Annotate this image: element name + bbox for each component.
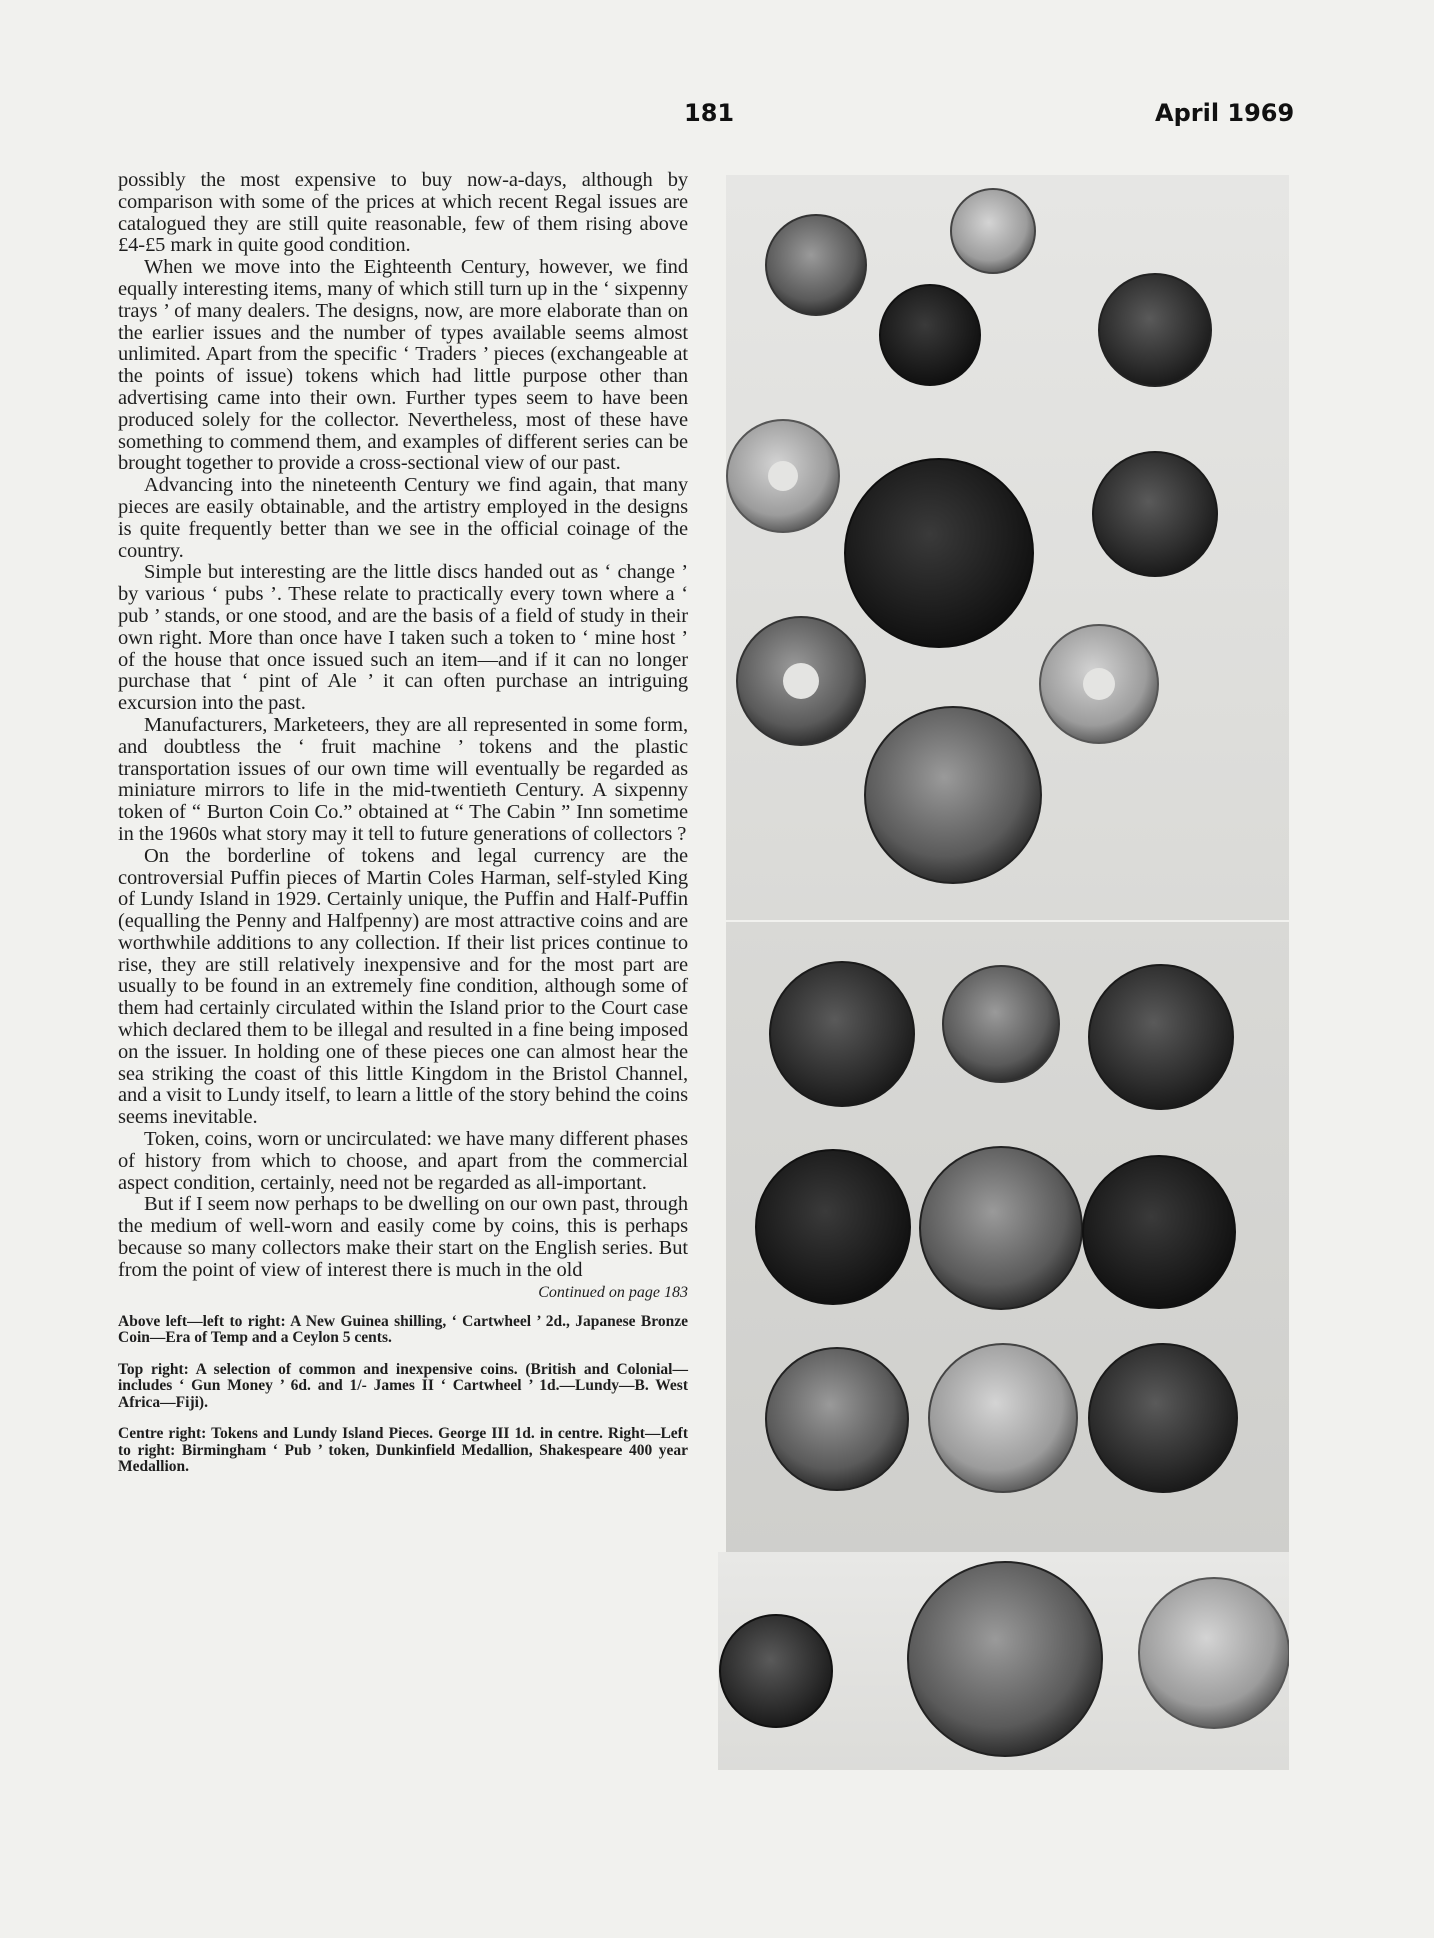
token [770,962,914,1106]
coin-photo-middle [726,922,1289,1552]
article-paragraph: Token, coins, worn or uncirculated: we have many different phases of history from which to choose, and apart from the commercial aspect condition, certainly, need not be regarded as all-important. [118,1128,688,1194]
coin [865,707,1041,883]
coin [1099,274,1211,386]
article-paragraph: But if I seem now perhaps to be dwelling on our own past, through the medium of well-worn and easily come by coins, this is perhaps because so many collectors make their start on the English series. But from the point of view of interest there is much in the old [118,1193,688,1281]
token [943,966,1059,1082]
caption-above-left: Above left—left to right: A New Guinea shilling, ‘ Cartwheel ’ 2d., Japanese Bronze Coin—Era of Temp and a Ceylon 5 cents. [118,1312,688,1347]
token [756,1150,910,1304]
coin-photo-top [726,175,1289,920]
token [1089,1344,1237,1492]
caption-centre-right: Centre right: Tokens and Lundy Island Pieces. George III 1d. in centre. Right—Left to right: Birmingham ‘ Pub ’ token, Dunkinfield Medallion, Shakespeare 400 year Medallion. [118,1425,688,1476]
article-column [118,170,688,1491]
coin [880,285,980,385]
article-paragraph: Manufacturers, Marketeers, they are all represented in some form, and doubtless the ‘ fruit machine ’ tokens and the plastic transportation issues of our own time will eventually be regarded as miniature mirrors to life in the mid-twentieth Century. A sixpenny token of “ Burton Coin Co.” obtained at “ The Cabin ” Inn sometime in the 1960s what story may it tell to future generations of collectors ? [118,713,688,845]
coin [766,215,866,315]
article-paragraph: On the borderline of tokens and legal currency are the controversial Puffin pieces of Martin Coles Harman, self-styled King of Lundy Island in 1929. Certainly unique, the Puffin and Half-Puffin (equalling the Penny and Halfpenny) are most attractive coins and are worthwhile additions to any collection. If their list prices continue to rise, they are still relatively inexpensive and for the most part are usually to be found in an extremely fine condition, although some of them had certainly circulated within the Island prior to the Court case which declared them to be illegal and resulted in a fine being imposed on the issuer. In holding one of these pieces one can almost hear the sea striking the coast of this little Kingdom in the Bristol Channel, and a visit to Lundy itself, to learn a little of the story behind the coins seems inevitable. [118,844,688,1129]
article-paragraph: When we move into the Eighteenth Century, however, we find equally interesting items, many of which still turn up in the ‘ sixpenny trays ’ of many dealers. The designs, now, are more elaborate than on the earlier issues and the number of types available seems almost unlimited. Apart from the specific ‘ Traders ’ pieces (exchangeable at the points of issue) tokens which had little purpose other than advertising came into their own. Further types seem to have been produced solely for the collector. Nevertheless, most of these have something to commend them, and examples of different series can be brought together to provide a cross-sectional view of our past. [118,256,688,475]
coin-collection-image [726,175,1289,920]
continued-note: Continued on page 183 [538,1283,688,1301]
caption-top-right: Top right: A selection of common and inexpensive coins. (British and Colonial—includes ‘ Gun Money ’ 6d. and 1/- James II ‘ Cartwheel ’ 1d.—Lundy—B. West Africa—Fiji). [118,1360,688,1411]
coin [845,459,1033,647]
medallion [1139,1578,1289,1728]
medallion [908,1562,1102,1756]
article-paragraph: Simple but interesting are the little discs handed out as ‘ change ’ by various ‘ pubs ’. These relate to practically every town where a ‘ pub ’ stands, or one stood, and are the basis of a field of study in their own right. More than once have I taken such a token to ‘ mine host ’ of the house that once issued such an item—and if it can no longer purchase that ‘ pint of Ale ’ it can often purchase an intriguing excursion into the past. [118,561,688,715]
page-number: 181 [684,99,735,127]
token [766,1348,908,1490]
article-paragraph: possibly the most expensive to buy now-a-days, although by comparison with some of the prices at which recent Regal issues are catalogued they are still quite reasonable, few of them rising above £4-£5 mark in quite good condition. [118,169,688,257]
issue-date: April 1969 [1155,99,1295,127]
article-paragraph: Advancing into the nineteenth Century we find again, that many pieces are easily obtainable, and the artistry employed in the designs is quite frequently better than we see in the official coinage of the country. [118,474,688,562]
pub-token [720,1615,832,1727]
token-collection-image [726,922,1289,1552]
coin [1093,452,1217,576]
token [1089,965,1233,1109]
token [1083,1156,1235,1308]
token [920,1147,1082,1309]
token [929,1344,1077,1492]
coin [951,189,1035,273]
coin-photo-bottom [718,1552,1289,1770]
medallion-image [718,1552,1289,1770]
